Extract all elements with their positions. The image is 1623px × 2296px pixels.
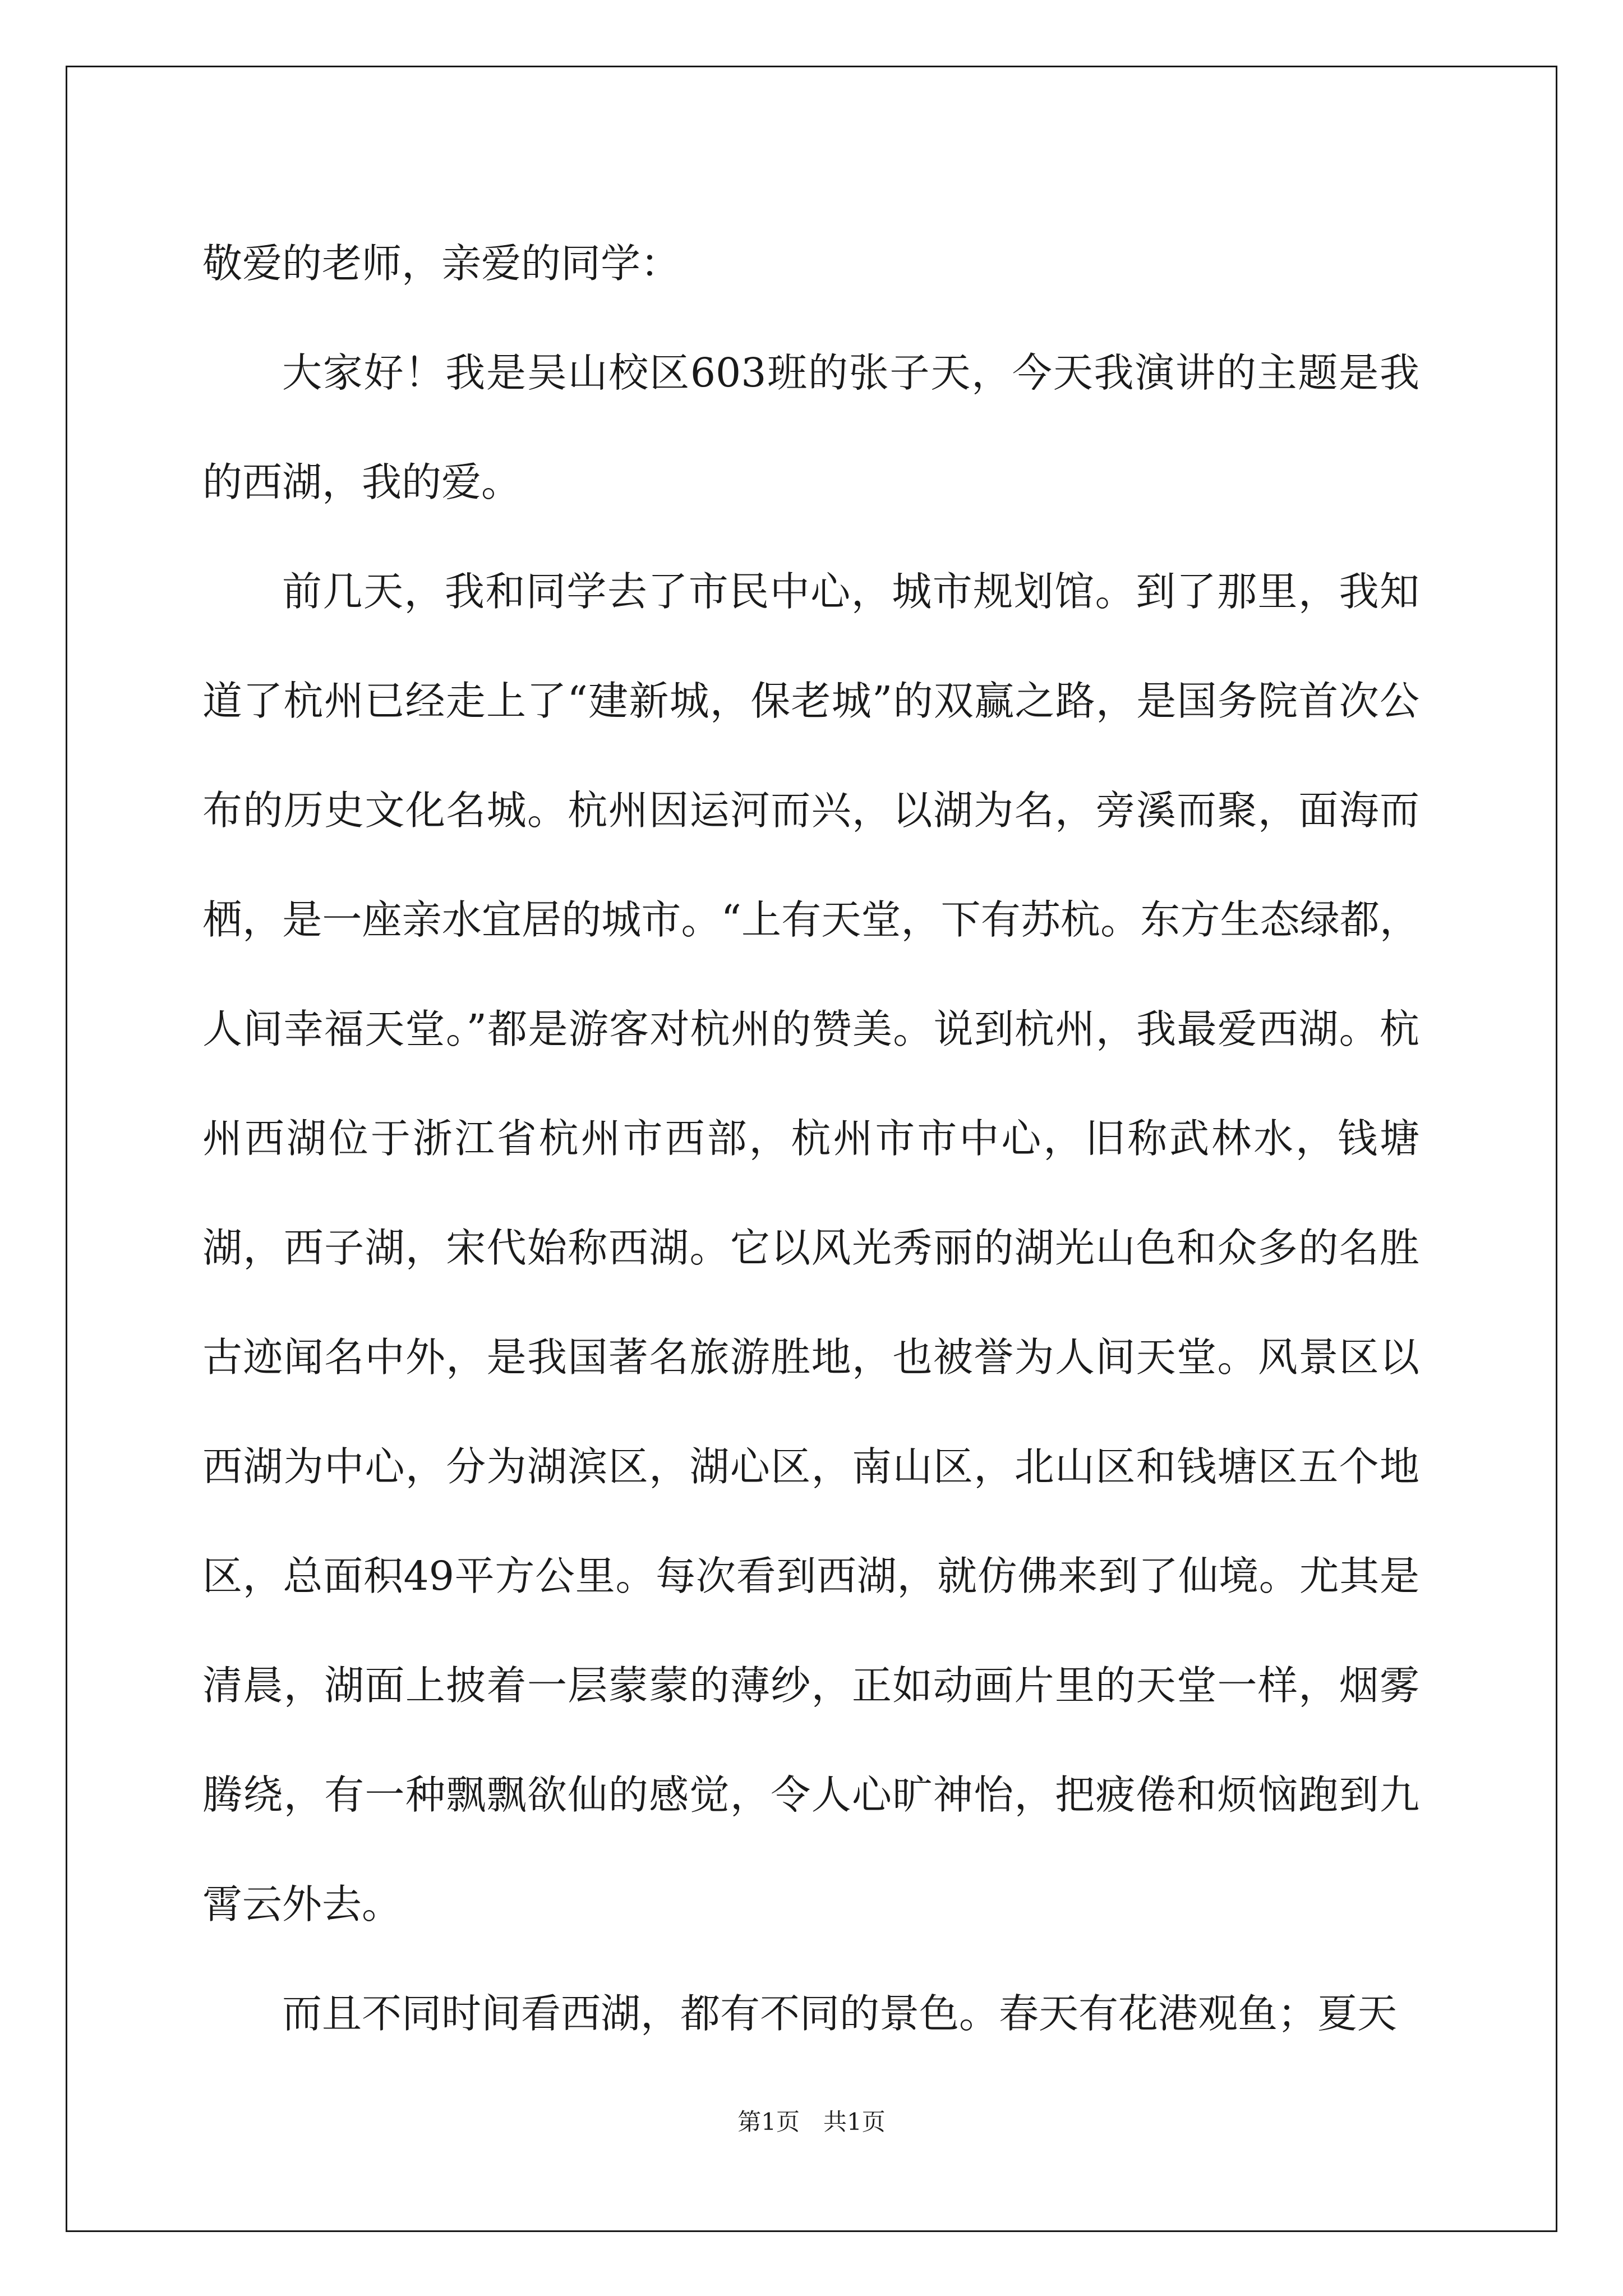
- document-body: [202, 209, 1419, 2068]
- paragraph-intro: 大家好！我是吴山校区603班的张子天，今天我演讲的主题是我的西湖，我的爱。: [202, 349, 1419, 505]
- paragraph-hangzhou-westlake: 前几天，我和同学去了市民中心，城市规划馆。到了那里，我知道了杭州已经走上了“建新城，保老城”的双赢之路，是国务院首次公布的历史文化名城。杭州因运河而兴，以湖为名，旁溪而聚，面海而栖，是一座亲水宜居的城市。“上有天堂，下有苏杭。东方生态绿都，人间幸福天堂。”都是游客对杭州的赞美。说到杭州，我最爱西湖。杭州西湖位于浙江省杭州市西部，杭州市市中心，旧称武林水，钱塘湖，西子湖，宋代始称西湖。它以风光秀丽的湖光山色和众多的名胜古迹闻名中外，是我国著名旅游胜地，也被誉为人间天堂。风景区以西湖为中心，分为湖滨区，湖心区，南山区，北山区和钱塘区五个地区，总面积49平方公里。每次看到西湖，就仿佛来到了仙境。尤其是清晨，湖面上披着一层蒙蒙的薄纱，正如动画片里的天堂一样，烟雾腾绕，有一种飘飘欲仙的感觉，令人心旷神怡，把疲倦和烦恼跑到九霄云外去。: [202, 568, 1419, 1927]
- salutation: 敬爱的老师，亲爱的同学：: [202, 240, 681, 287]
- page-number-footer: 第1页 共1页: [737, 2108, 886, 2136]
- paragraph-seasons: 而且不同时间看西湖，都有不同的景色。春天有花港观鱼；夏天: [282, 1990, 1398, 2037]
